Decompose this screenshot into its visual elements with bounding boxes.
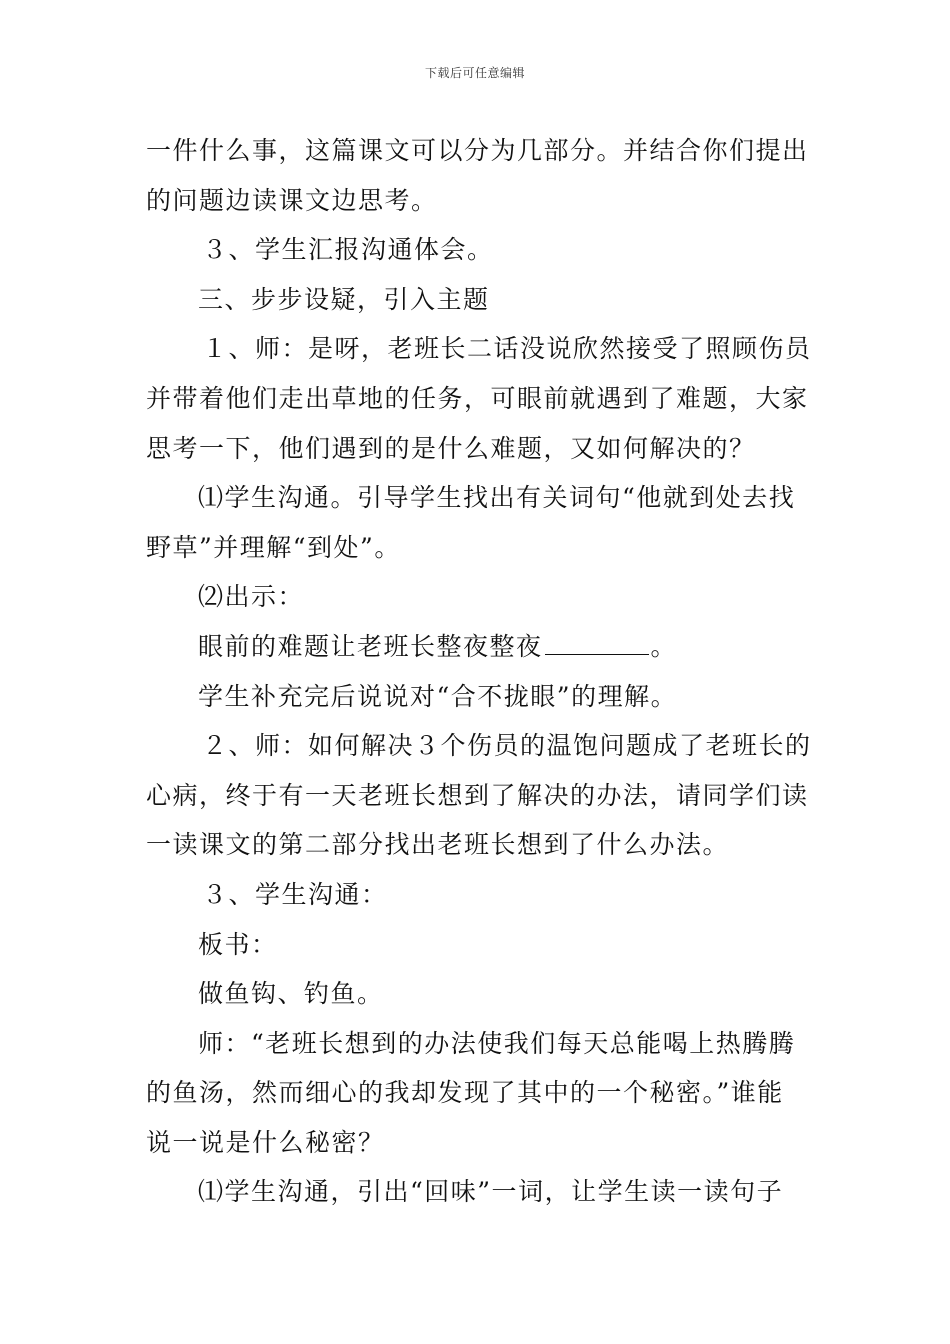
paragraph-line: ２、师：如何解决３个伤员的温饱问题成了老班长的 [202,731,812,761]
page-header: 下载后可任意编辑 [424,66,525,80]
paragraph-line: 学生补充完后说说对“合不拢眼”的理解。 [198,681,678,711]
document-body [146,126,812,1217]
paragraph-line: ⑴学生沟通，引出“回味”一词，让学生读一读句子 [198,1177,784,1207]
paragraph-line: 一读课文的第二部分找出老班长想到了什么办法。 [146,830,730,860]
paragraph-line: 说一说是什么秘密？ [146,1127,385,1157]
paragraph-line: ⑵出示： [198,582,305,612]
paragraph-line: 一件什么事，这篇课文可以分为几部分。并结合你们提出 [146,136,809,165]
fill-in-end: 。 [650,631,678,661]
paragraph-line: １、师：是呀，老班长二话没说欣然接受了照顾伤员 [202,334,812,364]
paragraph-line: ３、学生汇报沟通体会。 [202,235,494,265]
paragraph-line: 并带着他们走出草地的任务，可眼前就遇到了难题，大家 [146,383,809,413]
paragraph-line: ３、学生沟通： [202,879,388,909]
paragraph-line: 板书： [198,929,278,959]
paragraph-line: 心病，终于有一天老班长想到了解决的办法，请同学们读 [146,780,809,810]
paragraph-line: 的问题边读课文边思考。 [146,185,438,215]
paragraph-line: 师：“老班长想到的办法使我们每天总能喝上热腾腾 [198,1028,796,1058]
fill-in-blank [545,634,649,655]
fill-in-line [146,622,806,672]
paragraph-line: 野草”并理解“到处”。 [146,532,401,562]
fill-in-text: 眼前的难题让老班长整夜整夜 [198,631,543,661]
paragraph-line: 思考一下，他们遇到的是什么难题，又如何解决的？ [146,433,756,463]
paragraph-line: ⑴学生沟通。引导学生找出有关词句“他就到处去找 [198,483,796,513]
section-heading: 三、步步设疑，引入主题 [198,284,490,314]
paragraph-line: 的鱼汤，然而细心的我却发现了其中的一个秘密。”谁能 [146,1078,784,1108]
paragraph-line: 做鱼钩、钓鱼。 [198,979,384,1009]
